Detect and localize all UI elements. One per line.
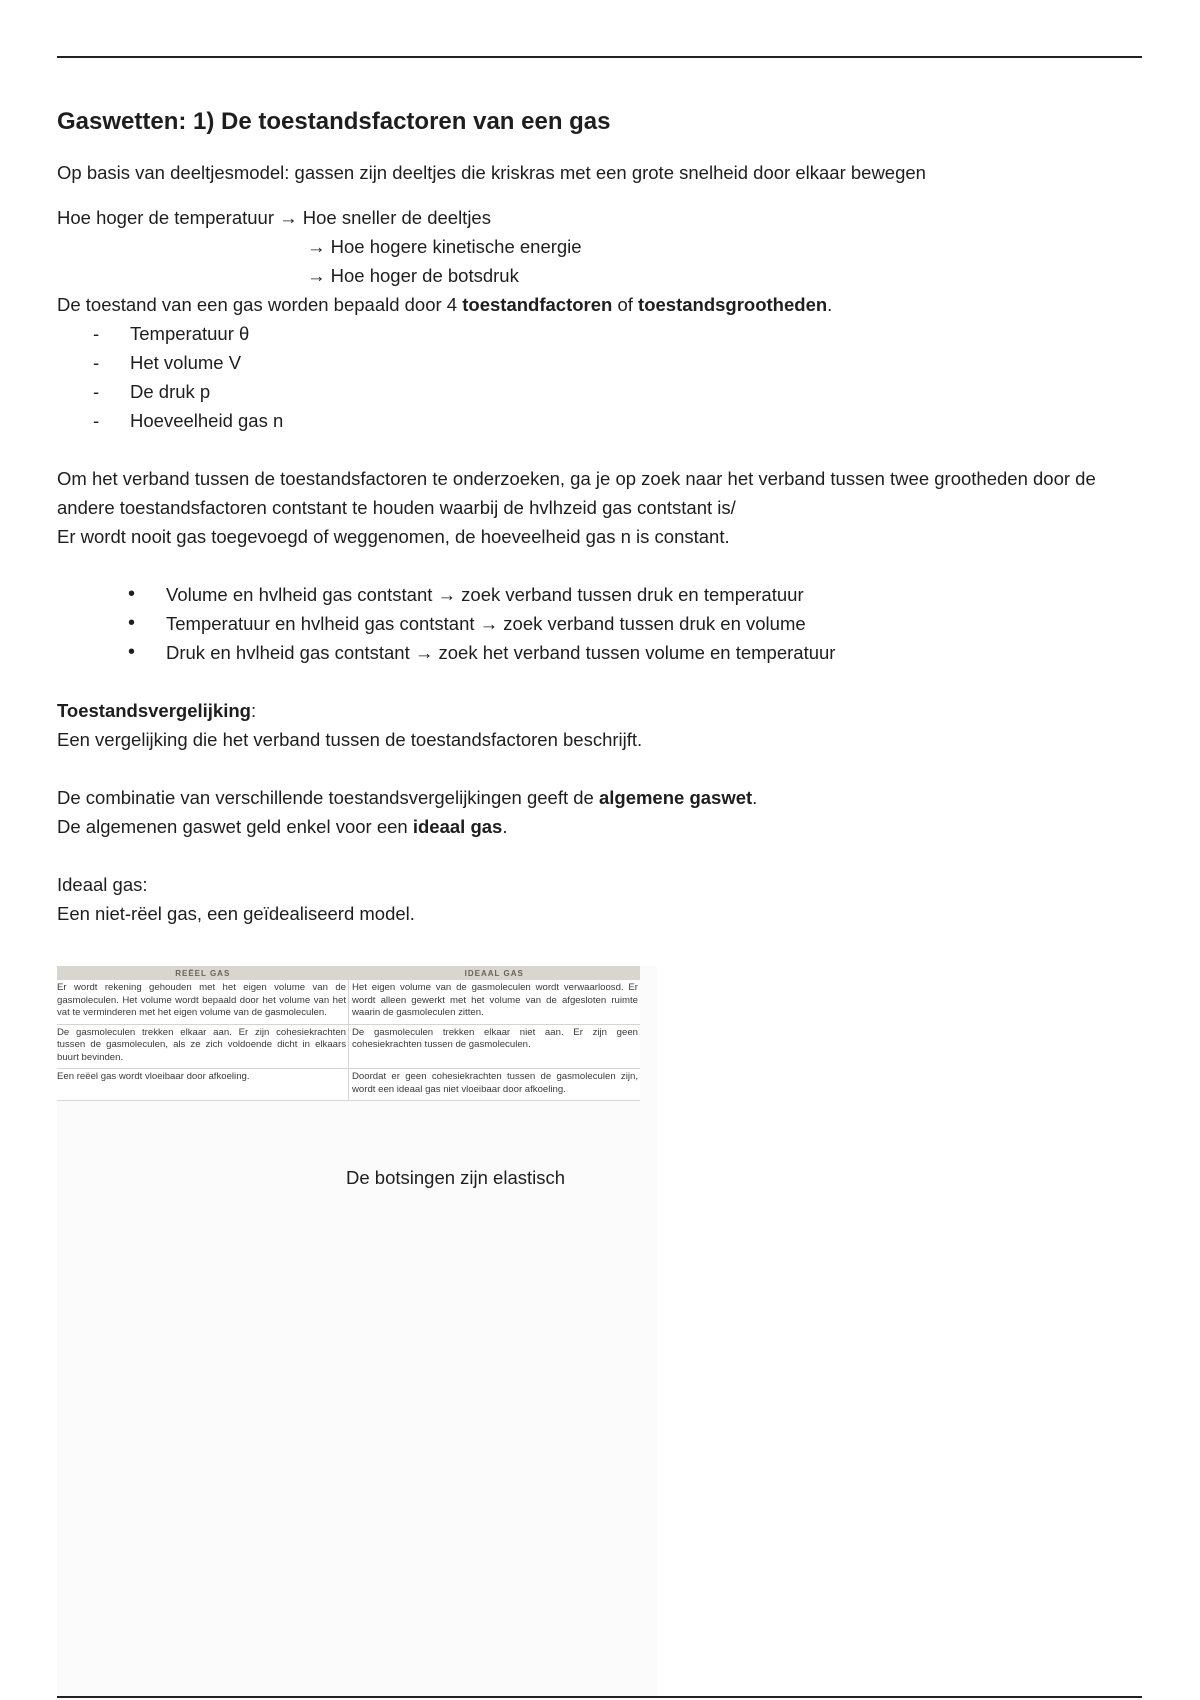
table-row	[57, 980, 640, 1024]
investigation-paragraph: Om het verband tussen de toestandsfactoren te onderzoeken, ga je op zoek naar het verband tussen twee grootheden door de andere toestandsfactoren contstant te houden waarbij de hvlhzeid gas contstant is/	[57, 468, 1096, 518]
relation-bullets	[57, 580, 1147, 667]
document-body	[57, 108, 1147, 928]
column-header-ideal-gas: IDEAAL GAS	[349, 966, 641, 980]
intro-text: Op basis van deeltjesmodel: gassen zijn deeltjes die kriskras met een grote snelheid door elkaar bewegen	[57, 162, 926, 183]
temperature-arrow-1: → Hoe hogere kinetische energie	[307, 236, 582, 257]
list-item: - Het volume V	[57, 348, 1147, 377]
table-caption: De botsingen zijn elastisch	[346, 1167, 566, 1188]
table-cell: Doordat er geen cohesiekrachten tussen de gasmoleculen zijn, wordt een ideaal gas niet vloeibaar door afkoeling.	[349, 1069, 641, 1101]
state-equation-heading: Toestandsvergelijking:	[57, 700, 257, 721]
table-cell: De gasmoleculen trekken elkaar niet aan. Er zijn geen cohesiekrachten tussen de gasmoleculen.	[349, 1024, 641, 1069]
state-equation-definition: Een vergelijking die het verband tussen de toestandsfactoren beschrijft.	[57, 729, 643, 750]
constant-gas-paragraph: Er wordt nooit gas toegevoegd of weggenomen, de hoeveelheid gas n is constant.	[57, 526, 730, 547]
list-item: - Temperatuur θ	[57, 319, 1147, 348]
column-header-real-gas: REËEL GAS	[57, 966, 349, 980]
table-row	[57, 1024, 640, 1069]
ideal-gas-definition: Een niet-rëel gas, een geïdealiseerd model.	[57, 903, 415, 924]
table-cell: Er wordt rekening gehouden met het eigen volume van de gasmoleculen. Het volume wordt bepaald door het volume van het vat te verminderen met het eigen volume van de gasmoleculen.	[57, 980, 349, 1024]
list-item: • Temperatuur en hvlheid gas contstant → zoek verband tussen druk en volume	[57, 609, 1147, 638]
temperature-line: Hoe hoger de temperatuur → Hoe sneller de deeltjes	[57, 207, 491, 228]
ideal-gas-validity-sentence: De algemenen gaswet geld enkel voor een ideaal gas.	[57, 816, 508, 837]
table-row	[57, 1069, 640, 1101]
table-cell: Een reëel gas wordt vloeibaar door afkoeling.	[57, 1069, 349, 1101]
list-item: • Volume en hvlheid gas contstant → zoek verband tussen druk en temperatuur	[57, 580, 1147, 609]
page-title: Gaswetten: 1) De toestandsfactoren van een gas	[57, 108, 611, 135]
comparison-figure	[57, 966, 657, 1696]
state-sentence: De toestand van een gas worden bepaald door 4 toestandfactoren of toestandsgrootheden.	[57, 294, 833, 315]
table-cell: Het eigen volume van de gasmoleculen wordt verwaarloosd. Er wordt alleen gewerkt met het volume van de afgesloten ruimte waarin de gasmoleculen zitten.	[349, 980, 641, 1024]
temperature-arrow-2: → Hoe hoger de botsdruk	[307, 265, 519, 286]
top-rule	[57, 56, 1142, 58]
bottom-rule	[57, 1696, 1142, 1698]
ideal-gas-heading: Ideaal gas:	[57, 874, 148, 895]
factor-list	[57, 319, 1147, 435]
list-item: - De druk p	[57, 377, 1147, 406]
general-gas-law-sentence: De combinatie van verschillende toestandsvergelijkingen geeft de algemene gaswet.	[57, 787, 758, 808]
list-item: • Druk en hvlheid gas contstant → zoek het verband tussen volume en temperatuur	[57, 638, 1147, 667]
gas-comparison-table	[57, 966, 640, 1101]
table-cell: De gasmoleculen trekken elkaar aan. Er zijn cohesiekrachten tussen de gasmoleculen, als ze zich voldoende dicht in elkaars buurt bevinden.	[57, 1024, 349, 1069]
list-item: - Hoeveelheid gas n	[57, 406, 1147, 435]
